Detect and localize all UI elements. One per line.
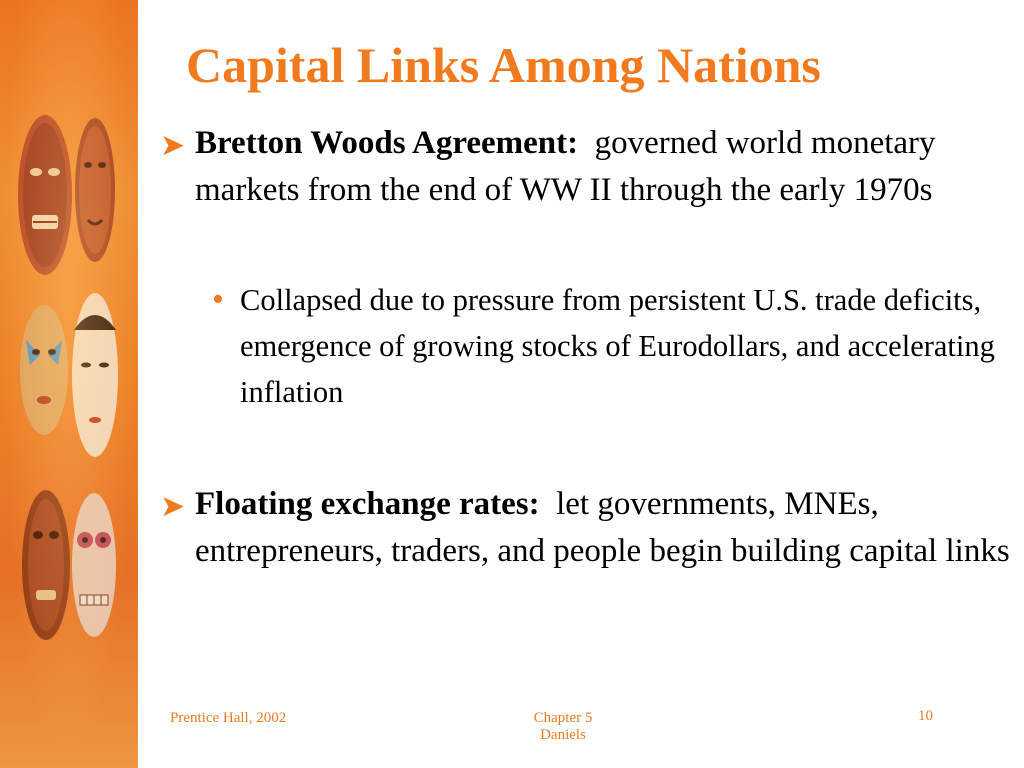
page-number: 10	[918, 708, 933, 724]
footer-publisher: Prentice Hall, 2002	[170, 710, 287, 726]
arrow-bullet-icon: ➤	[160, 490, 186, 523]
bullet-text: let governments, MNEs, entrepreneurs, traders, and people begin building capital links	[195, 486, 1010, 569]
bullet-bretton-woods	[160, 120, 1010, 214]
bullet-term: Bretton Woods Agreement:	[195, 125, 579, 161]
slide-title: Capital Links Among Nations	[186, 37, 821, 93]
footer-author-line: Daniels	[540, 727, 586, 743]
sub-bullet-collapse	[212, 277, 1002, 415]
sub-bullet-text: Collapsed due to pressure from persistent U.S. trade deficits, emergence of growing stocks of Eurodollars, and accelerating inflation	[240, 283, 995, 409]
footer-chapter-line: Chapter 5	[533, 710, 593, 726]
dot-bullet-icon: •	[212, 281, 224, 318]
footer-chapter	[520, 710, 606, 744]
bullet-term: Floating exchange rates:	[195, 486, 540, 522]
arrow-bullet-icon: ➤	[160, 129, 186, 162]
bullet-text: governed world monetary markets from the end of WW II through the early 1970s	[195, 125, 936, 208]
bullet-floating-rates	[160, 481, 1010, 575]
decorative-mask-sidebar	[0, 0, 138, 768]
